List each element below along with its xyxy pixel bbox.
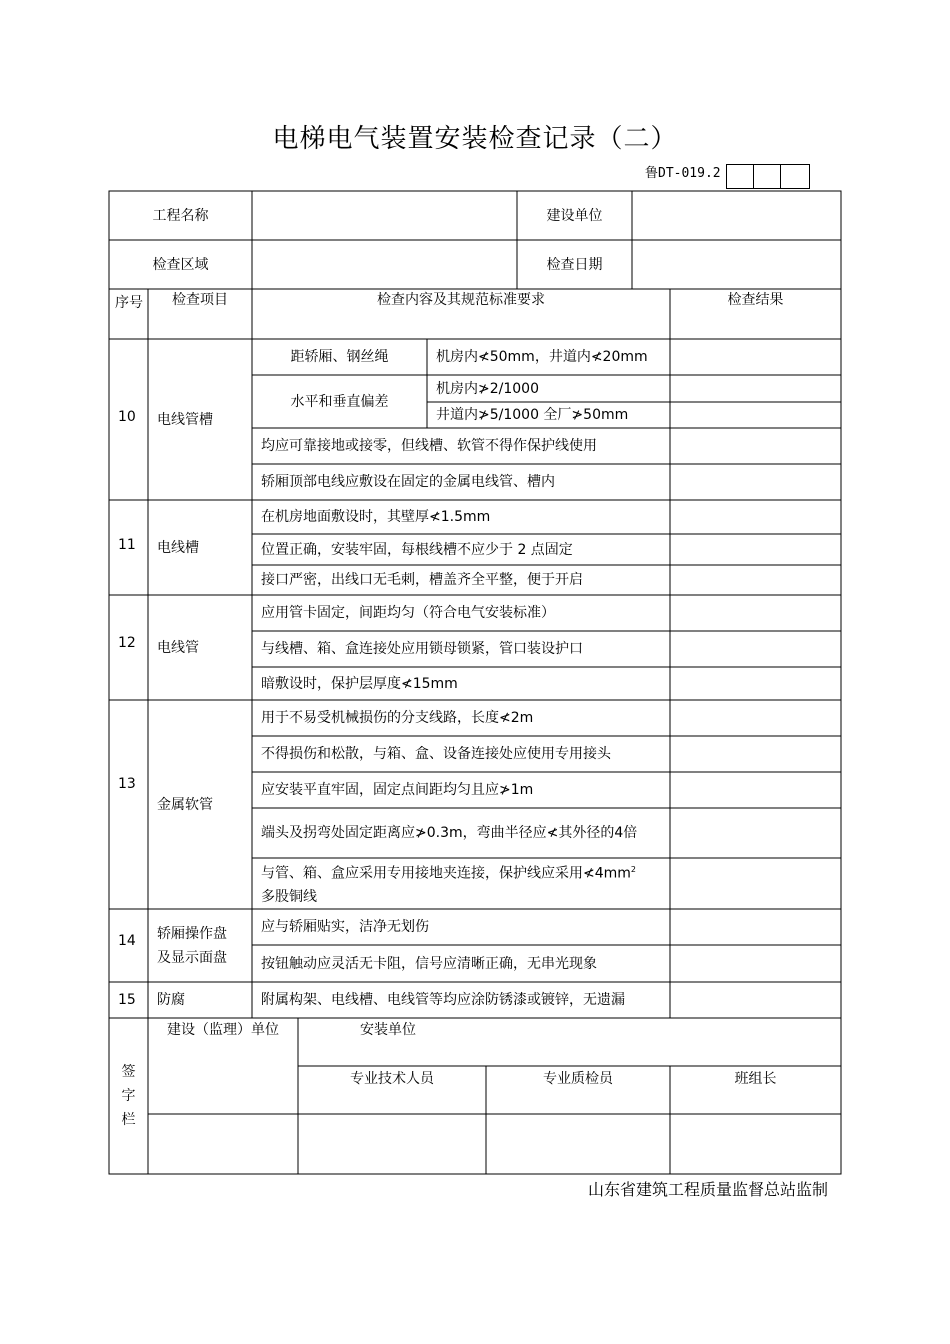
section-10-r2c: 井道内≯5/1000 全厂≯50mm (436, 407, 629, 423)
project-name-field[interactable] (252, 191, 517, 240)
col-content-header: 检查内容及其规范标准要求 (377, 292, 545, 308)
section-10-result-5[interactable] (670, 464, 841, 500)
section-13-result-1[interactable] (670, 700, 841, 736)
section-13-r1: 用于不易受机械损伤的分支线路，长度≮2m (261, 710, 534, 726)
section-15-r1: 附属构架、电线槽、电线管等均应涂防锈漆或镀锌，无遗漏 (261, 992, 625, 1008)
builder-label: 建设单位 (546, 207, 603, 224)
section-10-item: 电线管槽 (157, 411, 213, 428)
section-14-item (148, 909, 252, 982)
section-11-result-2[interactable] (670, 534, 841, 565)
section-12-r3: 暗敷设时，保护层厚度≮15mm (261, 675, 458, 692)
installer-unit-label: 安装单位 (360, 1022, 416, 1038)
section-13-result-2[interactable] (670, 736, 841, 772)
section-13-r2: 不得损伤和松散，与箱、盒、设备连接处应使用专用接头 (261, 746, 611, 762)
section-13-r5-tail: 多股铜线 (261, 889, 317, 906)
col-seq-header: 序号 (115, 295, 143, 311)
section-15-result-1[interactable] (670, 982, 841, 1018)
section-12-item: 电线管 (157, 639, 199, 656)
section-13-r5-text: 与管、箱、盒应采用专用接地夹连接，保护线应采用≮4mm (261, 865, 631, 882)
form-code: 鲁DT-019.2 (645, 166, 721, 181)
section-10-r4: 轿厢顶部电线应敷设在固定的金属电线管、槽内 (261, 474, 555, 490)
col-result-header: 检查结果 (727, 292, 784, 308)
section-11-result-1[interactable] (670, 500, 841, 534)
quality-inspector-label: 专业质检员 (543, 1071, 613, 1087)
date-label: 检查日期 (546, 256, 603, 273)
section-11-r1: 在机房地面敷设时，其壁厚≮1.5mm (261, 509, 491, 525)
section-14-r2: 按钮触动应灵活无卡阻，信号应清晰正确，无串光现象 (261, 955, 597, 972)
section-13-result-3[interactable] (670, 772, 841, 808)
section-10-r1b: 机房内≮50mm，井道内≮20mm (436, 349, 648, 365)
section-15-no: 15 (118, 992, 136, 1008)
section-12-result-3[interactable] (670, 667, 841, 700)
section-11-r3: 接口严密，出线口无毛刺，槽盖齐全平整，便于开启 (261, 572, 583, 588)
supervisor-unit-label: 建设（监理）单位 (167, 1022, 279, 1038)
section-11-no: 11 (118, 536, 136, 553)
code-box-1[interactable] (726, 164, 754, 189)
section-15-item: 防腐 (157, 992, 185, 1008)
tech-staff-label: 专业技术人员 (350, 1071, 434, 1087)
section-12-result-1[interactable] (670, 595, 841, 631)
section-14-no: 14 (118, 933, 136, 949)
col-item-header: 检查项目 (172, 292, 228, 308)
section-10-r2a: 水平和垂直偏差 (290, 393, 389, 410)
section-10-result-4[interactable] (670, 428, 841, 464)
section-12-no: 12 (118, 634, 136, 651)
page-title: 电梯电气装置安装检查记录（二） (272, 124, 678, 154)
code-box-2[interactable] (753, 164, 781, 189)
date-field[interactable] (632, 240, 841, 289)
section-10-result-2[interactable] (670, 375, 841, 402)
team-leader-label: 班组长 (734, 1071, 777, 1087)
section-13-result-4[interactable] (670, 808, 841, 858)
section-14-result-2[interactable] (670, 945, 841, 982)
area-field[interactable] (252, 240, 517, 289)
section-14-item-line1: 轿厢操作盘 (157, 925, 227, 942)
signature-label-1: 签 (121, 1064, 136, 1080)
code-box-3[interactable] (780, 164, 810, 189)
supervisor-sign-field[interactable] (148, 1114, 298, 1174)
section-11-item: 电线槽 (157, 539, 199, 556)
qc-sign-field[interactable] (486, 1114, 670, 1174)
section-13-r3: 应安装平直牢固，固定点间距均匀且应≯1m (261, 782, 534, 798)
section-10-result-3[interactable] (670, 402, 841, 428)
section-10-r1a: 距轿厢、钢丝绳 (290, 349, 389, 365)
section-14-item-line2: 及显示面盘 (157, 949, 227, 966)
section-10-r3: 均应可靠接地或接零，但线槽、软管不得作保护线使用 (261, 438, 597, 454)
section-14-r1: 应与轿厢贴实，洁净无划伤 (261, 919, 429, 935)
section-13-item: 金属软管 (157, 796, 213, 813)
builder-field[interactable] (632, 191, 841, 240)
signature-label (109, 1018, 148, 1174)
section-13-result-5[interactable] (670, 858, 841, 909)
area-label: 检查区域 (152, 256, 209, 273)
section-11-r2: 位置正确，安装牢固，每根线槽不应少于 2 点固定 (261, 541, 573, 558)
installer-unit-field[interactable] (486, 1018, 841, 1066)
footer-issuer: 山东省建筑工程质量监督总站监制 (588, 1180, 829, 1199)
signature-label-2: 字 (121, 1088, 136, 1104)
tech-sign-field[interactable] (298, 1114, 486, 1174)
leader-sign-field[interactable] (670, 1114, 841, 1174)
section-12-r2: 与线槽、箱、盒连接处应用锁母锁紧，管口装设护口 (261, 641, 583, 657)
section-12-result-2[interactable] (670, 631, 841, 667)
section-10-no: 10 (118, 408, 136, 425)
project-name-label: 工程名称 (152, 207, 209, 224)
section-14-result-1[interactable] (670, 909, 841, 945)
signature-label-3: 栏 (121, 1112, 136, 1128)
section-13-r5 (252, 858, 670, 909)
section-13-r4: 端头及拐弯处固定距离应≯0.3m，弯曲半径应≮其外径的4倍 (261, 825, 638, 841)
section-10-result-1[interactable] (670, 339, 841, 375)
section-13-r5-sup: 2 (630, 864, 637, 874)
section-11-result-3[interactable] (670, 565, 841, 595)
section-12-r1: 应用管卡固定，间距均匀（符合电气安装标准） (261, 605, 555, 621)
section-10-r2b: 机房内≯2/1000 (436, 380, 539, 397)
section-13-no: 13 (118, 776, 136, 792)
